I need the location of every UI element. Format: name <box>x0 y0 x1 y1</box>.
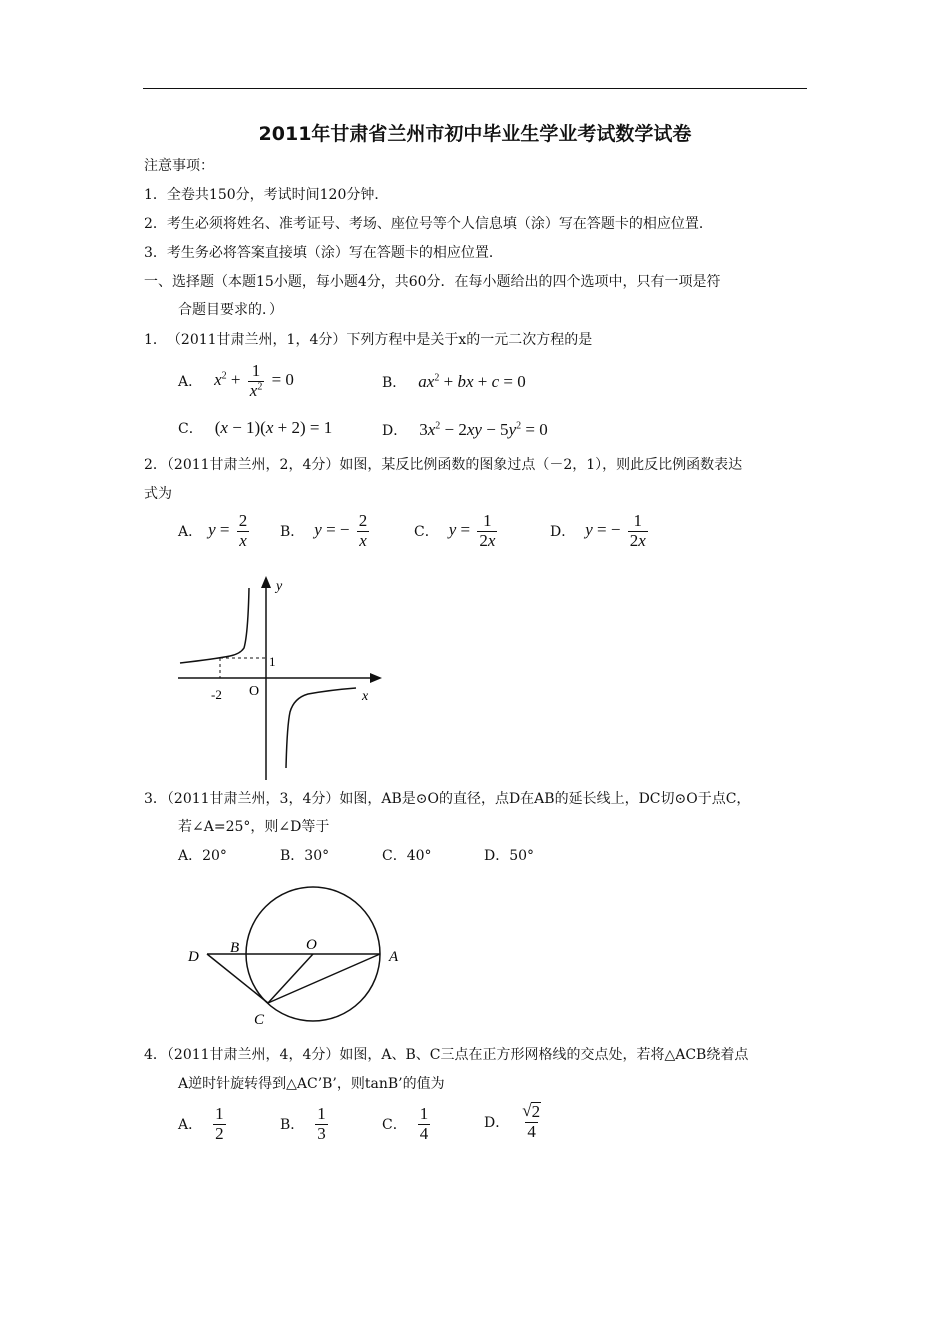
option-label: B． <box>382 375 407 391</box>
q4-option-a <box>178 1105 229 1143</box>
point-label-d: D <box>188 949 199 965</box>
fraction: $\frac{1}{2}$ <box>215 1104 224 1143</box>
option-label: D． <box>382 423 408 439</box>
notes-heading: 注意事项： <box>144 158 214 174</box>
q3-option-a: A．20° <box>178 848 227 864</box>
sqrt-symbol: √ 2 <box>522 1101 541 1121</box>
q2-option-b <box>280 512 372 550</box>
question-3-stem-cont: 若∠A=25°，则∠D等于 <box>178 819 330 835</box>
x-axis-label: x <box>362 689 369 704</box>
option-label: C． <box>178 421 203 437</box>
tangent-dc <box>207 954 268 1003</box>
option-label: B． <box>280 524 305 541</box>
option-label: C． <box>382 1117 407 1134</box>
question-2-stem: 2．（2011甘肃兰州，2，4分）如图，某反比例函数的图象过点（－2，1），则此反比例函数表达 <box>144 457 743 473</box>
option-label: A． <box>178 374 203 391</box>
option-label: D． <box>484 1114 510 1131</box>
equation: $ax^2$ + bx + c = 0 <box>418 372 526 391</box>
fraction: √ 2 4 <box>522 1101 541 1141</box>
note-item: 1．全卷共150分，考试时间120分钟． <box>144 187 389 203</box>
q3-option-d: D．50° <box>484 848 535 864</box>
q1-option-a <box>178 362 294 400</box>
chord-ca <box>268 954 380 1003</box>
q1-option-d <box>382 420 548 440</box>
q4-option-c <box>382 1105 433 1143</box>
fraction: $\frac{1}{4}$ <box>419 1104 429 1143</box>
y-axis-arrow <box>261 576 271 588</box>
hyperbola-right-branch <box>286 688 356 768</box>
point-label-o: O <box>306 937 317 953</box>
point-label-b: B <box>230 940 240 956</box>
option-label: D． <box>550 524 576 541</box>
radius-oc <box>268 954 313 1003</box>
point-label-c: C <box>254 1012 265 1028</box>
section-heading: 一、选择题（本题15小题，每小题4分，共60分．在每小题给出的四个选项中，只有一项是符 <box>144 274 721 290</box>
equation: $x^2$ + $\frac{1}{x^2}$ = 0 <box>214 361 294 400</box>
equation: (x − 1)(x + 2) = 1 <box>214 418 333 437</box>
origin-label: O <box>249 684 260 699</box>
hyperbola-left-branch <box>180 588 249 663</box>
q4-option-d <box>484 1102 546 1141</box>
note-item: 3．考生务必将答案直接填（涂）写在答题卡的相应位置． <box>144 245 503 261</box>
page-title: 2011年甘肃省兰州市初中毕业生学业考试数学试卷 <box>258 123 692 145</box>
option-label: A． <box>178 1117 203 1134</box>
q2-option-d <box>550 512 651 550</box>
x-axis-arrow <box>370 673 382 683</box>
tick-x-label: -2 <box>211 687 222 702</box>
q2-option-a <box>178 512 252 550</box>
point-label-a: A <box>389 949 399 965</box>
option-label: A． <box>178 524 203 541</box>
equation: $3x^2 - 2xy - 5y^2 = 0$ <box>419 420 548 439</box>
equation: y = $\frac{2}{x}$ <box>208 511 248 550</box>
equation: y = − $\frac{1}{2x}$ <box>585 511 646 550</box>
q1-option-c <box>178 418 332 438</box>
q1-option-b <box>382 372 526 392</box>
question-1-stem: 1． （2011甘肃兰州，1，4分）下列方程中是关于x的一元二次方程的是 <box>144 332 593 348</box>
circle-tangent-figure <box>180 868 410 1030</box>
section-heading-cont: 合题目要求的．） <box>178 302 283 318</box>
tick-y-label: 1 <box>269 654 276 669</box>
y-axis-label: y <box>276 579 283 594</box>
equation: y = − $\frac{2}{x}$ <box>314 511 368 550</box>
fraction: $\frac{1}{3}$ <box>317 1104 326 1143</box>
q3-option-b: B．30° <box>280 848 330 864</box>
note-item: 2．考生必须将姓名、准考证号、考场、座位号等个人信息填（涂）写在答题卡的相应位置． <box>144 216 713 232</box>
question-2-stem-cont: 式为 <box>144 486 172 502</box>
option-label: C． <box>414 524 439 541</box>
q2-option-c <box>414 512 500 550</box>
q4-option-b <box>280 1105 331 1143</box>
option-label: B． <box>280 1117 305 1134</box>
equation: y = $\frac{1}{2x}$ <box>448 511 496 550</box>
question-4-stem-cont: A逆时针旋转得到△AC’B’，则tanB’的值为 <box>178 1076 445 1092</box>
q3-option-c: C．40° <box>382 848 432 864</box>
question-4-stem: 4．（2011甘肃兰州，4，4分）如图，A、B、C三点在正方形网格线的交点处，若将△ACB绕着点 <box>144 1047 749 1063</box>
header-rule <box>143 88 807 89</box>
question-3-stem: 3．（2011甘肃兰州，3，4分）如图，AB是⊙O的直径，点D在AB的延长线上，DC切⊙O于点C， <box>144 791 751 807</box>
hyperbola-graph <box>170 570 390 785</box>
